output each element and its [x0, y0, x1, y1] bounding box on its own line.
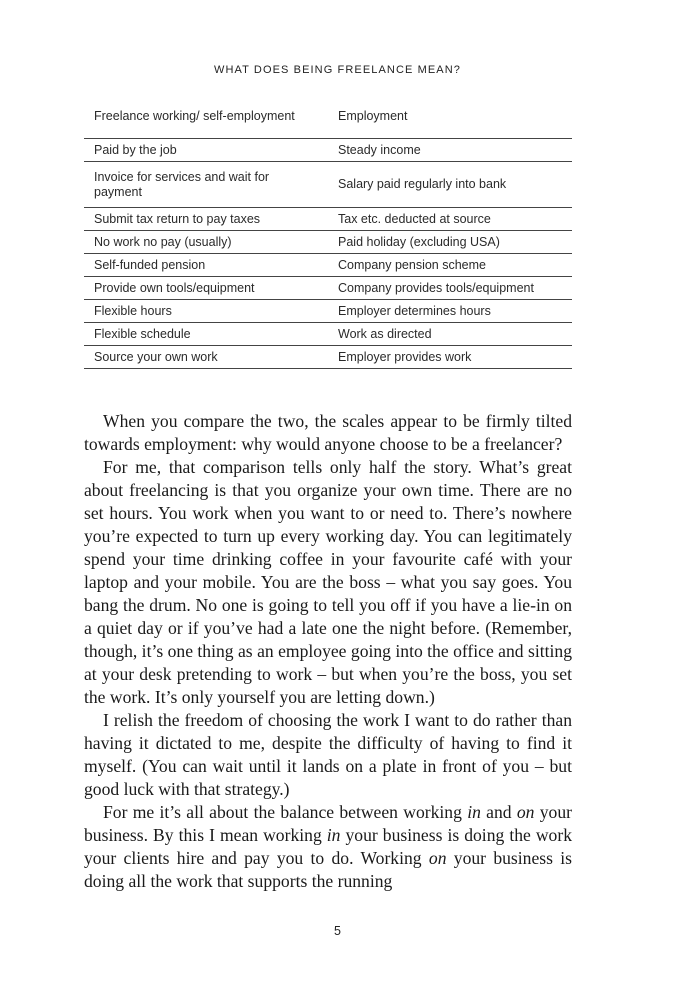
table-row: [84, 208, 572, 231]
paragraph: I relish the freedom of choosing the work I want to do rather than having it dictated to me, despite the difficulty of having to find it myself. (You can wait until it lands on a plate in front of you – but good luck with that strategy.): [84, 710, 572, 799]
table-cell-employment: Work as directed: [328, 323, 572, 346]
table-row: [84, 139, 572, 162]
table-cell-employment: Steady income: [328, 139, 572, 162]
table-cell-employment: Employer determines hours: [328, 300, 572, 323]
table-cell-employment: Company provides tools/equipment: [328, 277, 572, 300]
comparison-table: [84, 96, 572, 369]
text-run: your business is doing all the work that supports the running: [84, 848, 572, 891]
table-cell-freelance: Flexible schedule: [84, 323, 328, 346]
text-run: your business is doing the work your clients hire and pay you to do. Working: [84, 825, 573, 868]
table-header-row: [84, 96, 572, 139]
table-cell-employment: Tax etc. deducted at source: [328, 208, 572, 231]
table-cell-employment: Paid holiday (excluding USA): [328, 231, 572, 254]
table-cell-freelance: Source your own work: [84, 346, 328, 369]
table-row: [84, 346, 572, 369]
paragraph: For me, that comparison tells only half the story. What’s great about freelancing is that you organize your own time. There are no set hours. You work when you want to or need to. There’s nowhere you’re expected to turn up every working day. You can legitimately spend your time drinking coffee in your favourite café with your laptop and your mobile. You are the boss – what you say goes. You bang the drum. No one is going to tell you off if you have a lie-in on a quiet day or if you’ve had a late one the night before. (Remember, though, it’s one thing as an employee going into the office and sitting at your desk pretending to work – but when you’re the boss, you set the work. It’s only yourself you are letting down.): [84, 457, 572, 707]
text-run: For me it’s all about the balance between working: [103, 802, 468, 822]
text-run: and: [480, 802, 517, 822]
table-row: [84, 254, 572, 277]
table-cell-freelance: No work no pay (usually): [84, 231, 328, 254]
emphasis-in: in: [326, 825, 341, 845]
table-row: [84, 323, 572, 346]
table-row: [84, 231, 572, 254]
table-row: [84, 300, 572, 323]
table-cell-employment: Salary paid regularly into bank: [328, 162, 572, 208]
emphasis-on: on: [428, 848, 447, 868]
table-cell-freelance: Provide own tools/equipment: [84, 277, 328, 300]
table-cell-employment: Employer provides work: [328, 346, 572, 369]
table-row: [84, 277, 572, 300]
page-number: 5: [334, 924, 341, 938]
emphasis-in: in: [467, 802, 481, 822]
paragraph: When you compare the two, the scales appear to be firmly tilted towards employment: why would anyone choose to be a freelancer?: [84, 411, 572, 454]
table-cell-freelance: Flexible hours: [84, 300, 328, 323]
table-row: [84, 162, 572, 208]
table-cell-freelance: Paid by the job: [84, 139, 328, 162]
table-cell-freelance: Invoice for services and wait for payment: [84, 162, 328, 208]
table-cell-freelance: Self-funded pension: [84, 254, 328, 277]
emphasis-on: on: [516, 802, 535, 822]
table-cell-employment: Company pension scheme: [328, 254, 572, 277]
column-header-freelance: Freelance working/ self-employment: [84, 96, 328, 139]
table-cell-freelance: Submit tax return to pay taxes: [84, 208, 328, 231]
body-text: [84, 410, 572, 893]
paragraph: [84, 801, 572, 893]
running-head: WHAT DOES BEING FREELANCE MEAN?: [213, 64, 461, 76]
text-run: your business. By this I mean working: [84, 802, 572, 845]
column-header-employment: Employment: [328, 96, 572, 139]
